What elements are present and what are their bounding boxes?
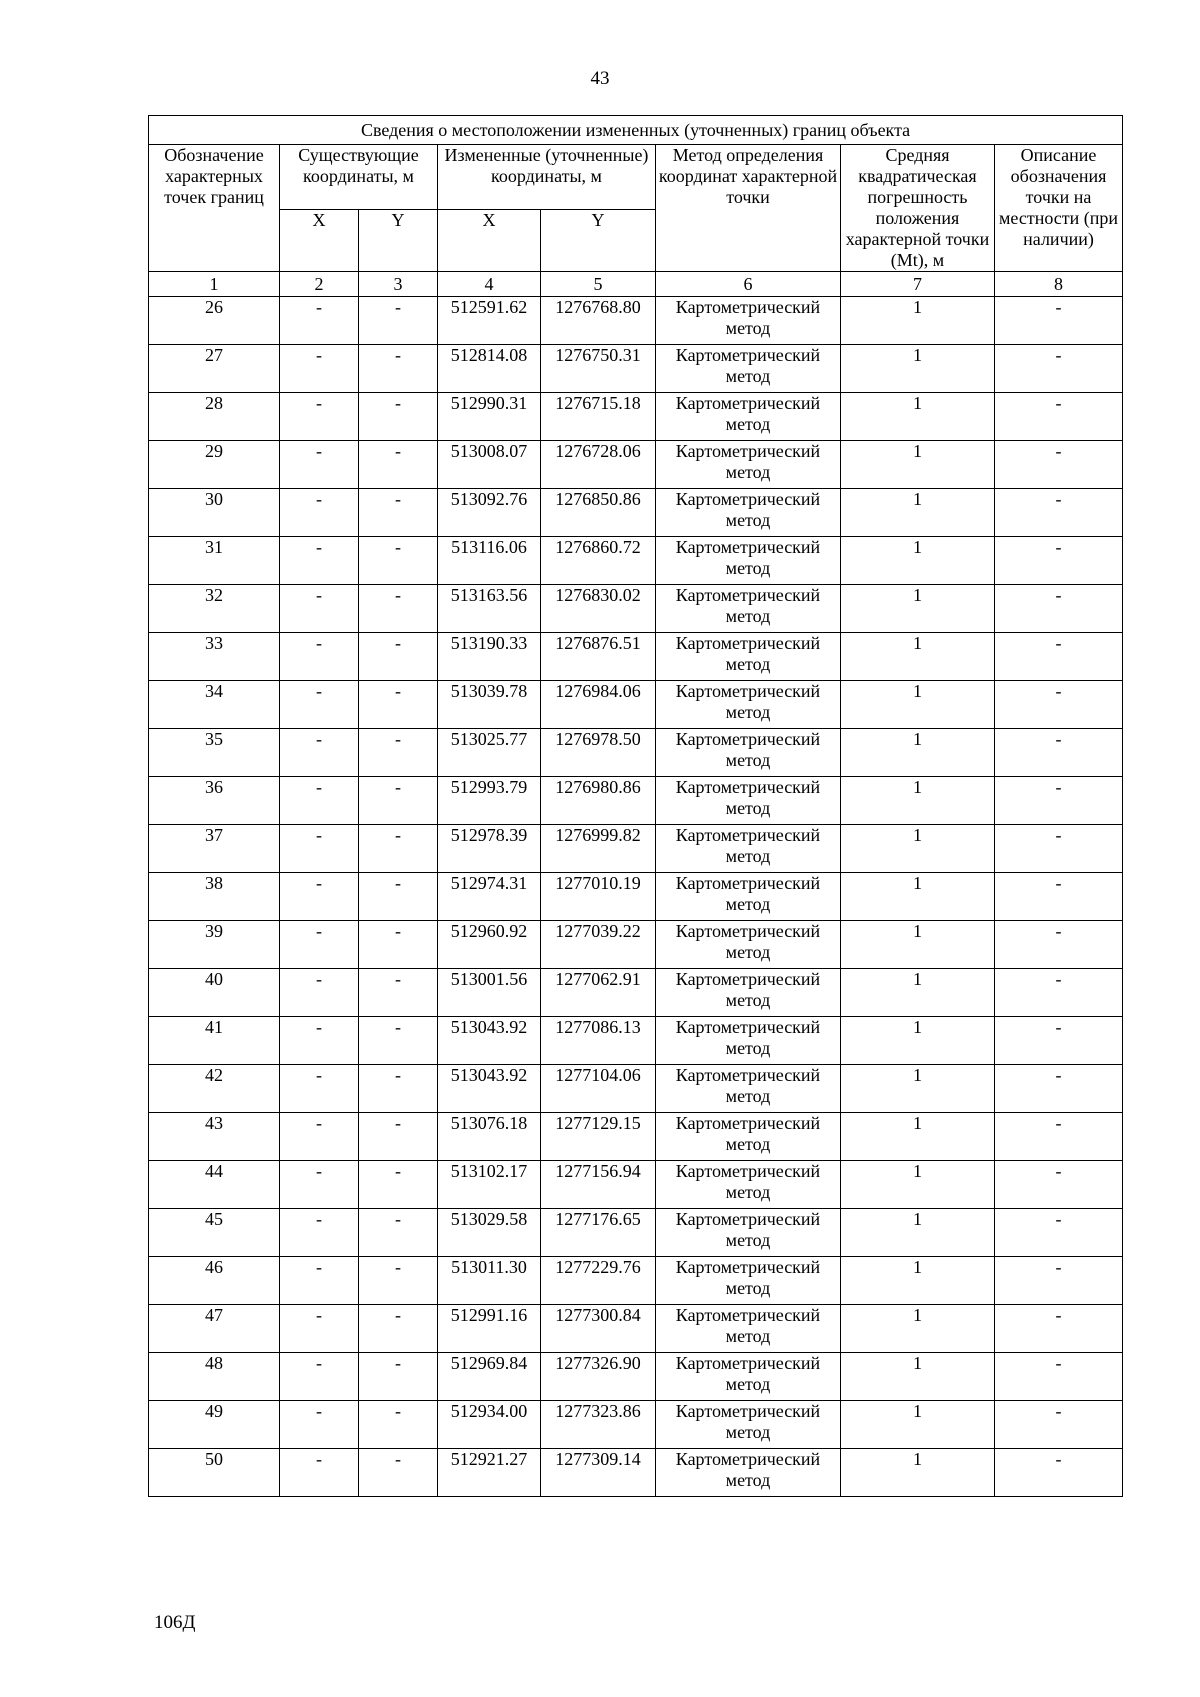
cell-mean-error: 1 bbox=[841, 1209, 995, 1257]
column-number: 5 bbox=[541, 272, 656, 297]
cell-method bbox=[656, 1401, 841, 1449]
table-row bbox=[149, 873, 1123, 921]
cell-description: - bbox=[995, 1065, 1123, 1113]
cell-changed-x: 513043.92 bbox=[438, 1017, 541, 1065]
cell-mean-error: 1 bbox=[841, 1065, 995, 1113]
cell-method bbox=[656, 1209, 841, 1257]
cell-changed-x: 512960.92 bbox=[438, 921, 541, 969]
table-row bbox=[149, 393, 1123, 441]
method-line-2: метод bbox=[725, 462, 771, 482]
column-number: 7 bbox=[841, 272, 995, 297]
cell-description: - bbox=[995, 1017, 1123, 1065]
table-row bbox=[149, 1449, 1123, 1497]
method-line-2: метод bbox=[725, 1134, 771, 1154]
method-line-1: Картометрический bbox=[675, 921, 821, 941]
cell-method bbox=[656, 1161, 841, 1209]
header-existing-coords: Существующие координаты, м bbox=[280, 145, 438, 210]
cell-method bbox=[656, 1113, 841, 1161]
method-line-1: Картометрический bbox=[675, 681, 821, 701]
cell-mean-error: 1 bbox=[841, 393, 995, 441]
cell-point: 34 bbox=[149, 681, 280, 729]
cell-changed-x: 513163.56 bbox=[438, 585, 541, 633]
cell-changed-y: 1276715.18 bbox=[541, 393, 656, 441]
cell-method bbox=[656, 969, 841, 1017]
cell-method bbox=[656, 1305, 841, 1353]
cell-existing-y: - bbox=[359, 1113, 438, 1161]
cell-point: 27 bbox=[149, 345, 280, 393]
cell-existing-y: - bbox=[359, 1257, 438, 1305]
cell-mean-error: 1 bbox=[841, 345, 995, 393]
method-line-2: метод bbox=[725, 510, 771, 530]
method-line-1: Картометрический bbox=[675, 1401, 821, 1421]
cell-changed-y: 1277326.90 bbox=[541, 1353, 656, 1401]
cell-point: 50 bbox=[149, 1449, 280, 1497]
cell-changed-y: 1276999.82 bbox=[541, 825, 656, 873]
cell-existing-x: - bbox=[280, 1209, 359, 1257]
cell-method bbox=[656, 537, 841, 585]
cell-existing-y: - bbox=[359, 297, 438, 345]
cell-existing-y: - bbox=[359, 681, 438, 729]
method-line-2: метод bbox=[725, 1422, 771, 1442]
cell-changed-y: 1277062.91 bbox=[541, 969, 656, 1017]
cell-point: 29 bbox=[149, 441, 280, 489]
cell-point: 45 bbox=[149, 1209, 280, 1257]
cell-existing-x: - bbox=[280, 921, 359, 969]
cell-existing-y: - bbox=[359, 345, 438, 393]
cell-method bbox=[656, 873, 841, 921]
cell-existing-x: - bbox=[280, 345, 359, 393]
cell-existing-y: - bbox=[359, 1353, 438, 1401]
cell-mean-error: 1 bbox=[841, 1449, 995, 1497]
method-line-2: метод bbox=[725, 1470, 771, 1490]
cell-point: 41 bbox=[149, 1017, 280, 1065]
cell-existing-x: - bbox=[280, 777, 359, 825]
cell-method bbox=[656, 921, 841, 969]
method-line-1: Картометрический bbox=[675, 1017, 821, 1037]
cell-changed-y: 1276860.72 bbox=[541, 537, 656, 585]
cell-existing-y: - bbox=[359, 633, 438, 681]
table-row bbox=[149, 1209, 1123, 1257]
cell-mean-error: 1 bbox=[841, 1017, 995, 1065]
method-line-1: Картометрический bbox=[675, 1209, 821, 1229]
cell-changed-x: 513092.76 bbox=[438, 489, 541, 537]
column-number-row bbox=[149, 272, 1123, 297]
method-line-2: метод bbox=[725, 894, 771, 914]
cell-existing-y: - bbox=[359, 585, 438, 633]
table-row bbox=[149, 969, 1123, 1017]
table-row bbox=[149, 297, 1123, 345]
cell-existing-x: - bbox=[280, 1449, 359, 1497]
cell-changed-y: 1277323.86 bbox=[541, 1401, 656, 1449]
method-line-2: метод bbox=[725, 558, 771, 578]
cell-existing-y: - bbox=[359, 921, 438, 969]
cell-changed-x: 513011.30 bbox=[438, 1257, 541, 1305]
table-row bbox=[149, 1017, 1123, 1065]
cell-description: - bbox=[995, 393, 1123, 441]
method-line-1: Картометрический bbox=[675, 537, 821, 557]
cell-existing-y: - bbox=[359, 873, 438, 921]
cell-changed-y: 1276978.50 bbox=[541, 729, 656, 777]
table-row bbox=[149, 1113, 1123, 1161]
cell-existing-x: - bbox=[280, 1113, 359, 1161]
cell-existing-y: - bbox=[359, 825, 438, 873]
method-line-2: метод bbox=[725, 1086, 771, 1106]
cell-point: 47 bbox=[149, 1305, 280, 1353]
method-line-2: метод bbox=[725, 750, 771, 770]
method-line-1: Картометрический bbox=[675, 633, 821, 653]
cell-description: - bbox=[995, 441, 1123, 489]
method-line-2: метод bbox=[725, 990, 771, 1010]
header-existing-x: X bbox=[280, 209, 359, 272]
cell-method bbox=[656, 681, 841, 729]
cell-method bbox=[656, 1257, 841, 1305]
method-line-2: метод bbox=[725, 654, 771, 674]
method-line-1: Картометрический bbox=[675, 1305, 821, 1325]
cell-existing-y: - bbox=[359, 1305, 438, 1353]
method-line-2: метод bbox=[725, 942, 771, 962]
method-line-1: Картометрический bbox=[675, 1257, 821, 1277]
cell-description: - bbox=[995, 1401, 1123, 1449]
header-changed-x: X bbox=[438, 209, 541, 272]
cell-mean-error: 1 bbox=[841, 1401, 995, 1449]
method-line-1: Картометрический bbox=[675, 393, 821, 413]
method-line-2: метод bbox=[725, 606, 771, 626]
cell-mean-error: 1 bbox=[841, 297, 995, 345]
cell-existing-y: - bbox=[359, 1401, 438, 1449]
cell-mean-error: 1 bbox=[841, 585, 995, 633]
cell-changed-x: 512974.31 bbox=[438, 873, 541, 921]
cell-point: 38 bbox=[149, 873, 280, 921]
table-row bbox=[149, 1257, 1123, 1305]
cell-changed-y: 1277010.19 bbox=[541, 873, 656, 921]
cell-existing-x: - bbox=[280, 441, 359, 489]
method-line-1: Картометрический bbox=[675, 489, 821, 509]
cell-point: 36 bbox=[149, 777, 280, 825]
cell-changed-y: 1277300.84 bbox=[541, 1305, 656, 1353]
cell-point: 37 bbox=[149, 825, 280, 873]
cell-changed-y: 1276876.51 bbox=[541, 633, 656, 681]
cell-changed-y: 1276768.80 bbox=[541, 297, 656, 345]
cell-description: - bbox=[995, 585, 1123, 633]
method-line-1: Картометрический bbox=[675, 297, 821, 317]
method-line-1: Картометрический bbox=[675, 729, 821, 749]
cell-existing-x: - bbox=[280, 1017, 359, 1065]
header-changed-y: Y bbox=[541, 209, 656, 272]
cell-description: - bbox=[995, 633, 1123, 681]
cell-description: - bbox=[995, 921, 1123, 969]
cell-mean-error: 1 bbox=[841, 825, 995, 873]
method-line-1: Картометрический bbox=[675, 1353, 821, 1373]
cell-existing-x: - bbox=[280, 1401, 359, 1449]
cell-existing-y: - bbox=[359, 1449, 438, 1497]
cell-point: 44 bbox=[149, 1161, 280, 1209]
cell-method bbox=[656, 393, 841, 441]
cell-description: - bbox=[995, 345, 1123, 393]
cell-description: - bbox=[995, 1353, 1123, 1401]
cell-method bbox=[656, 585, 841, 633]
cell-point: 46 bbox=[149, 1257, 280, 1305]
cell-description: - bbox=[995, 1257, 1123, 1305]
cell-changed-y: 1277176.65 bbox=[541, 1209, 656, 1257]
cell-method bbox=[656, 1065, 841, 1113]
cell-changed-y: 1277086.13 bbox=[541, 1017, 656, 1065]
cell-method bbox=[656, 1353, 841, 1401]
cell-existing-y: - bbox=[359, 489, 438, 537]
cell-existing-y: - bbox=[359, 969, 438, 1017]
cell-changed-x: 512991.16 bbox=[438, 1305, 541, 1353]
cell-point: 28 bbox=[149, 393, 280, 441]
cell-description: - bbox=[995, 489, 1123, 537]
cell-changed-y: 1277104.06 bbox=[541, 1065, 656, 1113]
cell-description: - bbox=[995, 1113, 1123, 1161]
header-point-designation: Обозначение характерных точек границ bbox=[149, 145, 280, 272]
column-number: 1 bbox=[149, 272, 280, 297]
table-row bbox=[149, 585, 1123, 633]
table-row bbox=[149, 489, 1123, 537]
method-line-1: Картометрический bbox=[675, 441, 821, 461]
cell-description: - bbox=[995, 297, 1123, 345]
cell-point: 49 bbox=[149, 1401, 280, 1449]
cell-mean-error: 1 bbox=[841, 777, 995, 825]
method-line-1: Картометрический bbox=[675, 1113, 821, 1133]
table-row bbox=[149, 777, 1123, 825]
cell-point: 31 bbox=[149, 537, 280, 585]
cell-existing-x: - bbox=[280, 393, 359, 441]
cell-existing-x: - bbox=[280, 825, 359, 873]
cell-changed-x: 512934.00 bbox=[438, 1401, 541, 1449]
cell-existing-x: - bbox=[280, 537, 359, 585]
cell-mean-error: 1 bbox=[841, 537, 995, 585]
cell-changed-x: 512969.84 bbox=[438, 1353, 541, 1401]
cell-description: - bbox=[995, 825, 1123, 873]
cell-changed-y: 1276728.06 bbox=[541, 441, 656, 489]
cell-mean-error: 1 bbox=[841, 1257, 995, 1305]
column-number: 6 bbox=[656, 272, 841, 297]
cell-changed-y: 1276850.86 bbox=[541, 489, 656, 537]
cell-changed-x: 513116.06 bbox=[438, 537, 541, 585]
cell-description: - bbox=[995, 537, 1123, 585]
cell-point: 48 bbox=[149, 1353, 280, 1401]
table-row bbox=[149, 729, 1123, 777]
method-line-2: метод bbox=[725, 1326, 771, 1346]
cell-existing-x: - bbox=[280, 729, 359, 777]
cell-changed-y: 1276830.02 bbox=[541, 585, 656, 633]
cell-existing-y: - bbox=[359, 777, 438, 825]
method-line-2: метод bbox=[725, 798, 771, 818]
cell-existing-y: - bbox=[359, 393, 438, 441]
cell-mean-error: 1 bbox=[841, 633, 995, 681]
header-description: Описание обозначения точки на местности (при наличии) bbox=[995, 145, 1123, 272]
table-caption: Сведения о местоположении измененных (уточненных) границ объекта bbox=[149, 116, 1123, 145]
cell-changed-x: 512990.31 bbox=[438, 393, 541, 441]
cell-method bbox=[656, 1017, 841, 1065]
cell-mean-error: 1 bbox=[841, 489, 995, 537]
cell-existing-x: - bbox=[280, 873, 359, 921]
cell-changed-x: 513076.18 bbox=[438, 1113, 541, 1161]
method-line-2: метод bbox=[725, 846, 771, 866]
cell-existing-y: - bbox=[359, 1065, 438, 1113]
cell-mean-error: 1 bbox=[841, 921, 995, 969]
method-line-2: метод bbox=[725, 318, 771, 338]
method-line-2: метод bbox=[725, 1278, 771, 1298]
cell-changed-y: 1276750.31 bbox=[541, 345, 656, 393]
cell-mean-error: 1 bbox=[841, 969, 995, 1017]
cell-changed-x: 512993.79 bbox=[438, 777, 541, 825]
cell-existing-x: - bbox=[280, 1065, 359, 1113]
table-row bbox=[149, 825, 1123, 873]
cell-existing-x: - bbox=[280, 681, 359, 729]
method-line-2: метод bbox=[725, 1230, 771, 1250]
cell-changed-x: 512814.08 bbox=[438, 345, 541, 393]
cell-method bbox=[656, 489, 841, 537]
cell-point: 32 bbox=[149, 585, 280, 633]
cell-changed-y: 1277229.76 bbox=[541, 1257, 656, 1305]
method-line-1: Картометрический bbox=[675, 777, 821, 797]
cell-point: 26 bbox=[149, 297, 280, 345]
cell-changed-x: 513001.56 bbox=[438, 969, 541, 1017]
cell-changed-x: 512978.39 bbox=[438, 825, 541, 873]
cell-existing-x: - bbox=[280, 969, 359, 1017]
cell-changed-x: 513043.92 bbox=[438, 1065, 541, 1113]
cell-existing-y: - bbox=[359, 1161, 438, 1209]
cell-description: - bbox=[995, 729, 1123, 777]
method-line-1: Картометрический bbox=[675, 1449, 821, 1469]
header-mean-error: Средняя квадратическая погрешность положения характерной точки (Mt), м bbox=[841, 145, 995, 272]
cell-point: 43 bbox=[149, 1113, 280, 1161]
table-row bbox=[149, 537, 1123, 585]
table-row bbox=[149, 633, 1123, 681]
page-number: 43 bbox=[590, 68, 610, 89]
cell-changed-y: 1277129.15 bbox=[541, 1113, 656, 1161]
cell-existing-x: - bbox=[280, 1305, 359, 1353]
table-row bbox=[149, 1065, 1123, 1113]
document-code: 106Д bbox=[154, 1612, 196, 1633]
table-row bbox=[149, 681, 1123, 729]
method-line-2: метод bbox=[725, 414, 771, 434]
cell-method bbox=[656, 1449, 841, 1497]
cell-existing-x: - bbox=[280, 585, 359, 633]
cell-existing-y: - bbox=[359, 441, 438, 489]
cell-changed-x: 513025.77 bbox=[438, 729, 541, 777]
table-body bbox=[149, 297, 1123, 1497]
header-method: Метод определения координат характерной точки bbox=[656, 145, 841, 272]
cell-description: - bbox=[995, 1449, 1123, 1497]
table-row bbox=[149, 921, 1123, 969]
boundary-coordinates-table bbox=[148, 115, 1123, 1497]
cell-mean-error: 1 bbox=[841, 441, 995, 489]
method-line-2: метод bbox=[725, 1038, 771, 1058]
method-line-1: Картометрический bbox=[675, 969, 821, 989]
cell-existing-y: - bbox=[359, 1209, 438, 1257]
table-row bbox=[149, 1353, 1123, 1401]
cell-mean-error: 1 bbox=[841, 681, 995, 729]
cell-description: - bbox=[995, 1209, 1123, 1257]
cell-mean-error: 1 bbox=[841, 1353, 995, 1401]
cell-existing-x: - bbox=[280, 1257, 359, 1305]
method-line-1: Картометрический bbox=[675, 873, 821, 893]
cell-method bbox=[656, 825, 841, 873]
method-line-2: метод bbox=[725, 1182, 771, 1202]
cell-description: - bbox=[995, 681, 1123, 729]
cell-method bbox=[656, 777, 841, 825]
cell-method bbox=[656, 729, 841, 777]
cell-method bbox=[656, 441, 841, 489]
cell-existing-y: - bbox=[359, 729, 438, 777]
cell-changed-y: 1277309.14 bbox=[541, 1449, 656, 1497]
method-line-1: Картометрический bbox=[675, 585, 821, 605]
cell-point: 40 bbox=[149, 969, 280, 1017]
table-row bbox=[149, 345, 1123, 393]
cell-point: 42 bbox=[149, 1065, 280, 1113]
cell-mean-error: 1 bbox=[841, 873, 995, 921]
cell-method bbox=[656, 297, 841, 345]
method-line-2: метод bbox=[725, 1374, 771, 1394]
method-line-2: метод bbox=[725, 366, 771, 386]
table-row bbox=[149, 1305, 1123, 1353]
cell-changed-x: 513008.07 bbox=[438, 441, 541, 489]
column-number: 3 bbox=[359, 272, 438, 297]
cell-mean-error: 1 bbox=[841, 1161, 995, 1209]
cell-changed-y: 1276984.06 bbox=[541, 681, 656, 729]
cell-existing-x: - bbox=[280, 489, 359, 537]
method-line-1: Картометрический bbox=[675, 1065, 821, 1085]
cell-mean-error: 1 bbox=[841, 1113, 995, 1161]
method-line-1: Картометрический bbox=[675, 1161, 821, 1181]
cell-existing-x: - bbox=[280, 633, 359, 681]
cell-point: 39 bbox=[149, 921, 280, 969]
table-row bbox=[149, 1401, 1123, 1449]
cell-changed-x: 513102.17 bbox=[438, 1161, 541, 1209]
cell-description: - bbox=[995, 1305, 1123, 1353]
cell-changed-x: 513190.33 bbox=[438, 633, 541, 681]
cell-point: 33 bbox=[149, 633, 280, 681]
cell-changed-y: 1276980.86 bbox=[541, 777, 656, 825]
cell-description: - bbox=[995, 777, 1123, 825]
cell-changed-y: 1277039.22 bbox=[541, 921, 656, 969]
table-row bbox=[149, 1161, 1123, 1209]
method-line-1: Картометрический bbox=[675, 825, 821, 845]
header-existing-y: Y bbox=[359, 209, 438, 272]
cell-description: - bbox=[995, 873, 1123, 921]
cell-existing-y: - bbox=[359, 1017, 438, 1065]
cell-method bbox=[656, 633, 841, 681]
cell-mean-error: 1 bbox=[841, 1305, 995, 1353]
cell-point: 30 bbox=[149, 489, 280, 537]
column-number: 4 bbox=[438, 272, 541, 297]
method-line-1: Картометрический bbox=[675, 345, 821, 365]
header-changed-coords: Измененные (уточненные) координаты, м bbox=[438, 145, 656, 210]
column-number: 8 bbox=[995, 272, 1123, 297]
cell-description: - bbox=[995, 969, 1123, 1017]
cell-changed-x: 512591.62 bbox=[438, 297, 541, 345]
cell-description: - bbox=[995, 1161, 1123, 1209]
cell-changed-y: 1277156.94 bbox=[541, 1161, 656, 1209]
cell-changed-x: 513039.78 bbox=[438, 681, 541, 729]
cell-changed-x: 512921.27 bbox=[438, 1449, 541, 1497]
cell-changed-x: 513029.58 bbox=[438, 1209, 541, 1257]
cell-method bbox=[656, 345, 841, 393]
cell-existing-y: - bbox=[359, 537, 438, 585]
cell-point: 35 bbox=[149, 729, 280, 777]
column-number: 2 bbox=[280, 272, 359, 297]
method-line-2: метод bbox=[725, 702, 771, 722]
cell-existing-x: - bbox=[280, 297, 359, 345]
cell-existing-x: - bbox=[280, 1161, 359, 1209]
cell-mean-error: 1 bbox=[841, 729, 995, 777]
table-row bbox=[149, 441, 1123, 489]
cell-existing-x: - bbox=[280, 1353, 359, 1401]
